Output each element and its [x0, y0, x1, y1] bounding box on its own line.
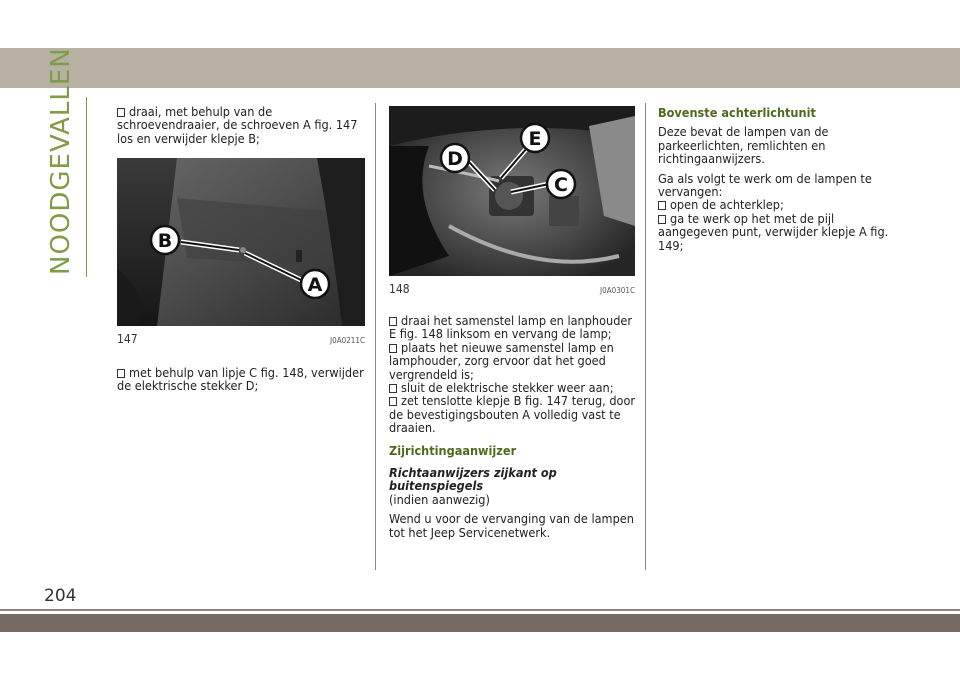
checkbox-bullet-icon: [117, 369, 125, 378]
column-1-bottom: [117, 366, 367, 393]
checkbox-bullet-icon: [658, 215, 666, 224]
instruction-item: plaats het nieuwe samenstel lamp en lamphouder, zorg ervoor dat het goed vergrendeld is;: [389, 339, 614, 382]
figure-number: 147: [117, 332, 138, 346]
column-1-top: [117, 105, 367, 145]
callout-e-label: E: [528, 128, 542, 150]
callout-a-label: A: [307, 274, 323, 296]
checkbox-bullet-icon: [117, 108, 125, 117]
column-2-text: [389, 314, 639, 539]
figure-147-caption: [117, 332, 365, 346]
checkbox-bullet-icon: [389, 317, 397, 326]
figure-148-caption: [389, 282, 635, 296]
section-heading: Bovenste achterlichtunit: [658, 105, 816, 120]
figure-148-drawing: [389, 106, 635, 276]
instruction-item: met behulp van lipje C fig. 148, verwijder de elektrische stekker D;: [117, 365, 364, 394]
instruction-item: open de achterklep;: [658, 198, 898, 211]
section-subheading: Richtaanwijzers zijkant op buitenspiegels: [389, 465, 557, 494]
section-heading: Zijrichtingaanwijzer: [389, 442, 517, 458]
body-paragraph: Wend u voor de vervanging van de lampen tot het Jeep Servicenetwerk.: [389, 511, 634, 540]
column-divider-1: [375, 103, 376, 570]
subheading-note: (indien aanwezig): [389, 491, 490, 507]
checkbox-bullet-icon: [658, 201, 666, 210]
callout-b-label: B: [157, 230, 173, 252]
instruction-item: zet tenslotte klepje B fig. 147 terug, door de bevestigingsbouten A volledig vast te draaien.: [389, 393, 636, 436]
figure-code: J0A0211C: [330, 336, 365, 345]
checkbox-bullet-icon: [389, 344, 397, 353]
column-3-text: [658, 106, 898, 252]
footer-band: [0, 614, 960, 632]
checkbox-bullet-icon: [389, 397, 397, 406]
instruction-item: sluit de elektrische stekker weer aan;: [389, 381, 639, 394]
instruction-item: draai het samenstel lamp en lanphouder E fig. 148 linksom en vervang de lamp;: [389, 313, 633, 342]
figure-code: J0A0301C: [600, 286, 635, 295]
instruction-item: ga te werk op het met de pijl aangegeven punt, verwijder klepje A fig. 149;: [658, 210, 889, 253]
figure-number: 148: [389, 282, 410, 296]
header-band: [0, 48, 960, 88]
figure-148-image: [389, 106, 635, 276]
section-side-label: NOODGEVALLEN: [46, 47, 76, 275]
callout-d-label: D: [447, 148, 463, 170]
footer-rule: [0, 609, 960, 611]
body-paragraph: Ga als volgt te werk om de lampen te vervangen:: [658, 170, 872, 200]
figure-147-drawing: [117, 158, 365, 326]
callout-c-label: C: [554, 174, 568, 196]
instruction-item: draai, met behulp van de schroevendraaier, de schroeven A fig. 147 los en verwijder klepje B;: [117, 104, 358, 146]
side-label-rule: [86, 97, 87, 277]
figure-147-image: [117, 158, 365, 326]
body-paragraph: Deze bevat de lampen van de parkeerlichten, remlichten en richtingaanwijzers.: [658, 124, 829, 167]
checkbox-bullet-icon: [389, 384, 397, 393]
page-number: 204: [44, 586, 77, 606]
column-divider-2: [645, 103, 646, 570]
